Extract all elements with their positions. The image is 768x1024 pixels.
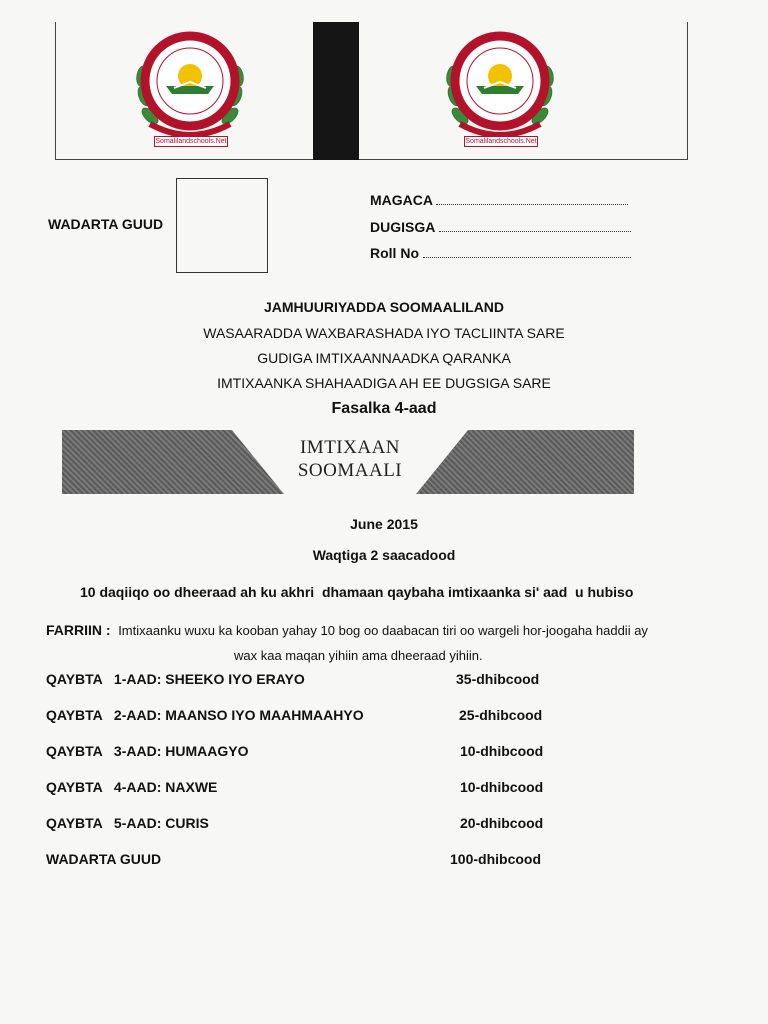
- school-logo-right: [440, 26, 560, 152]
- title-ministry: WASAARADDA WAXBARASHADA IYO TACLIINTA SARE: [203, 325, 565, 341]
- section-points: 100-dhibcood: [450, 851, 542, 867]
- laurel-seal-icon: [440, 26, 560, 152]
- laurel-seal-icon: [130, 26, 250, 152]
- header-black-bar: [313, 22, 359, 160]
- section-row: [46, 779, 566, 795]
- section-name: QAYBTA 3-AAD: HUMAAGYO: [46, 743, 249, 759]
- notice: [46, 622, 706, 638]
- school-field[interactable]: [370, 219, 631, 235]
- section-row: [46, 707, 566, 723]
- banner-line-2: SOOMAALI: [297, 460, 403, 481]
- name-blank[interactable]: [436, 194, 628, 205]
- section-points: 10-dhibcood: [460, 779, 544, 795]
- title-exam: IMTIXAANKA SHAHAADIGA AH EE DUGSIGA SARE: [217, 375, 551, 391]
- section-points: 20-dhibcood: [460, 815, 544, 831]
- section-row-total: [46, 851, 566, 867]
- roll-label: Roll No: [370, 245, 419, 261]
- title-board: GUDIGA IMTIXAANNAADKA QARANKA: [257, 350, 511, 366]
- section-name: QAYBTA 4-AAD: NAXWE: [46, 779, 218, 795]
- roll-field[interactable]: [370, 245, 631, 261]
- logo-url-label: Somalilandschools.Net: [155, 138, 227, 145]
- section-row: [46, 671, 566, 687]
- school-label: DUGISGA: [370, 219, 435, 235]
- subject-banner: [62, 430, 634, 494]
- section-points: 25-dhibcood: [459, 707, 543, 723]
- section-points: 10-dhibcood: [460, 743, 544, 759]
- total-score-box[interactable]: [176, 178, 268, 273]
- grade-title: Fasalka 4-aad: [331, 400, 437, 417]
- roll-blank[interactable]: [423, 247, 631, 258]
- notice-label: FARRIIN :: [46, 622, 111, 638]
- exam-duration: Waqtiga 2 saacadood: [312, 547, 456, 563]
- banner-line-1: IMTIXAAN: [299, 437, 401, 458]
- banner-text: [232, 436, 468, 482]
- title-republic: JAMHUURIYADDA SOOMAALILAND: [263, 299, 505, 315]
- name-field[interactable]: [370, 192, 628, 208]
- section-name: QAYBTA 5-AAD: CURIS: [46, 815, 209, 831]
- section-row: [46, 815, 566, 831]
- school-logo-left: [130, 26, 250, 152]
- section-points: 35-dhibcood: [456, 671, 540, 687]
- section-name: QAYBTA 1-AAD: SHEEKO IYO ERAYO: [46, 671, 305, 687]
- notice-line-2: wax kaa maqan yihiin ama dheeraad yihiin.: [234, 648, 483, 663]
- section-row: [46, 743, 566, 759]
- notice-line-1: Imtixaanku wuxu ka kooban yahay 10 bog oo daabacan tiri oo wargeli hor-joogaha haddii ay: [118, 623, 648, 638]
- exam-date: June 2015: [350, 516, 418, 532]
- section-name: WADARTA GUUD: [46, 851, 162, 867]
- total-score-label: WADARTA GUUD: [48, 216, 164, 232]
- name-label: MAGACA: [370, 192, 433, 208]
- school-blank[interactable]: [439, 221, 631, 232]
- logo-url-label: Somalilandschools.Net: [465, 138, 537, 145]
- reading-time-note: 10 daqiiqo oo dheeraad ah ku akhri dhamaan qaybaha imtixaanka si' aad u hubiso: [80, 584, 634, 600]
- section-name: QAYBTA 2-AAD: MAANSO IYO MAAHMAAHYO: [46, 707, 364, 723]
